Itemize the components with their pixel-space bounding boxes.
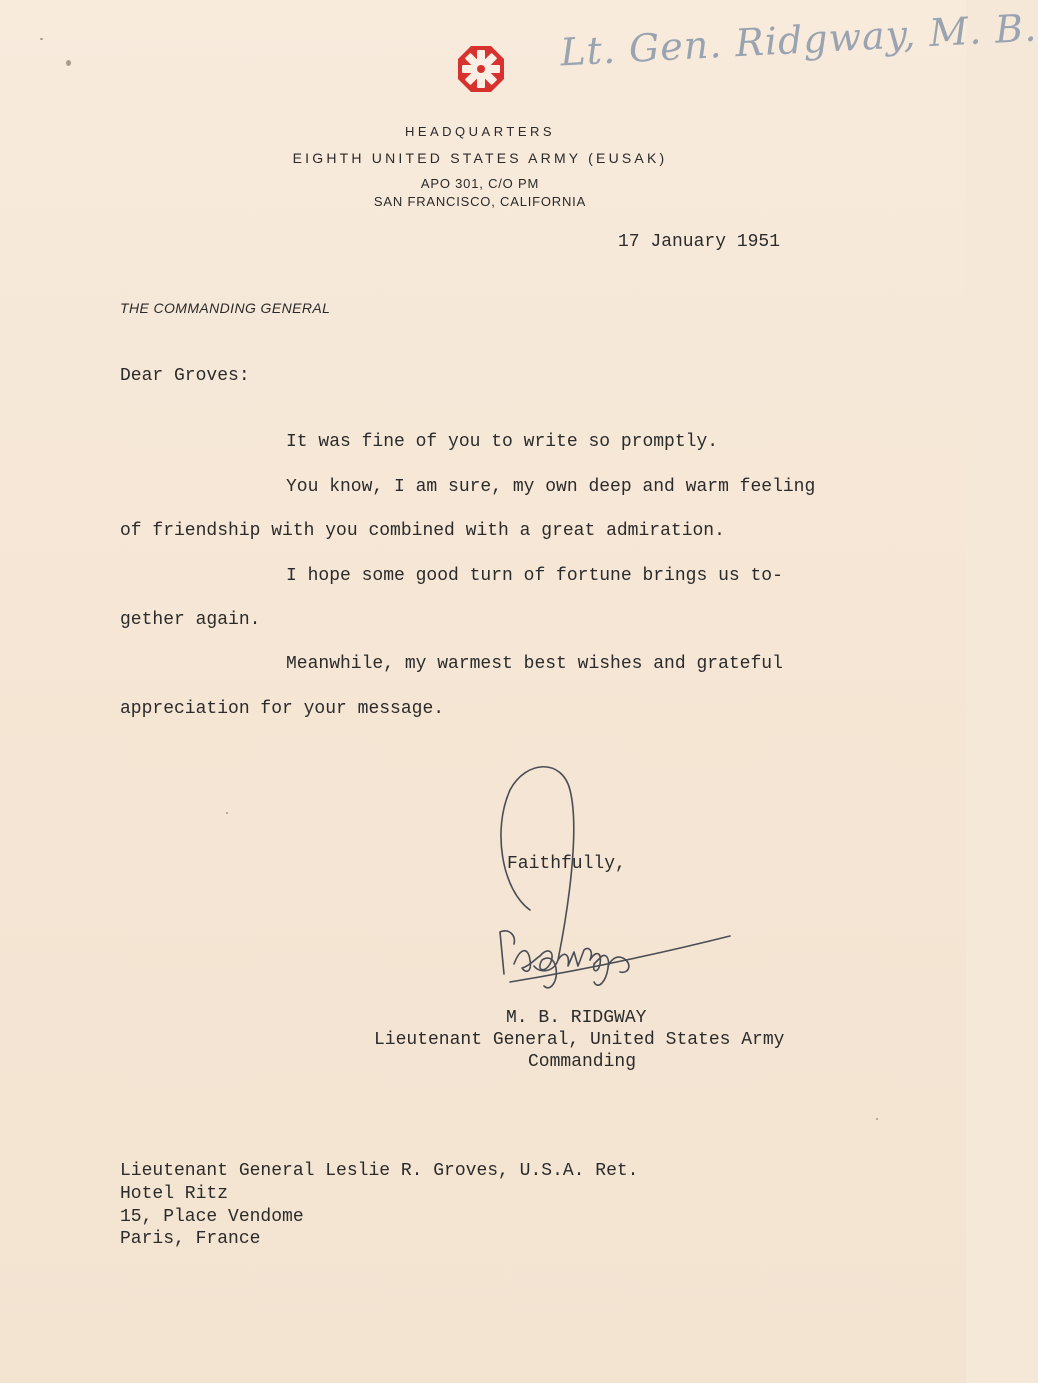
signer-title: Lieutenant General, United States Army [374, 1030, 785, 1050]
closing: Faithfully, [507, 854, 626, 874]
paper-speck [40, 38, 43, 40]
letterhead-apo: APO 301, C/O PM [420, 176, 540, 191]
eighth-army-insignia-icon [456, 44, 506, 94]
salutation: Dear Groves: [120, 366, 250, 386]
recipient-city: Paris, France [120, 1229, 261, 1249]
paper-speck [226, 812, 228, 814]
body-line-5: gether again. [120, 610, 261, 630]
body-line-6: Meanwhile, my warmest best wishes and grateful [286, 654, 783, 674]
letter-date: 17 January 1951 [618, 232, 781, 252]
body-line-1: It was fine of you to write so promptly. [286, 432, 719, 452]
recipient-hotel: Hotel Ritz [120, 1184, 229, 1204]
body-line-3: of friendship with you combined with a great admiration. [120, 521, 725, 541]
body-line-7: appreciation for your message. [120, 699, 445, 719]
body-line-4: I hope some good turn of fortune brings us to- [286, 566, 783, 586]
handwritten-signature [470, 760, 740, 1000]
recipient-name: Lieutenant General Leslie R. Groves, U.S.A. Ret. [120, 1161, 639, 1181]
letterhead-city: SAN FRANCISCO, CALIFORNIA [373, 194, 587, 209]
pencil-margin-note: Lt. Gen. Ridgway, M. B. [559, 5, 1038, 75]
paper-speck [876, 1118, 878, 1120]
signer-name: M. B. RIDGWAY [506, 1008, 647, 1028]
letterhead-headquarters: HEADQUARTERS [404, 124, 556, 139]
recipient-street: 15, Place Vendome [120, 1207, 304, 1227]
letterhead-army: EIGHTH UNITED STATES ARMY (EUSAK) [292, 150, 668, 166]
signer-role: Commanding [528, 1052, 637, 1072]
office-line: THE COMMANDING GENERAL [120, 300, 331, 316]
paper-speck [66, 60, 71, 66]
body-line-2: You know, I am sure, my own deep and warm feeling [286, 477, 816, 497]
